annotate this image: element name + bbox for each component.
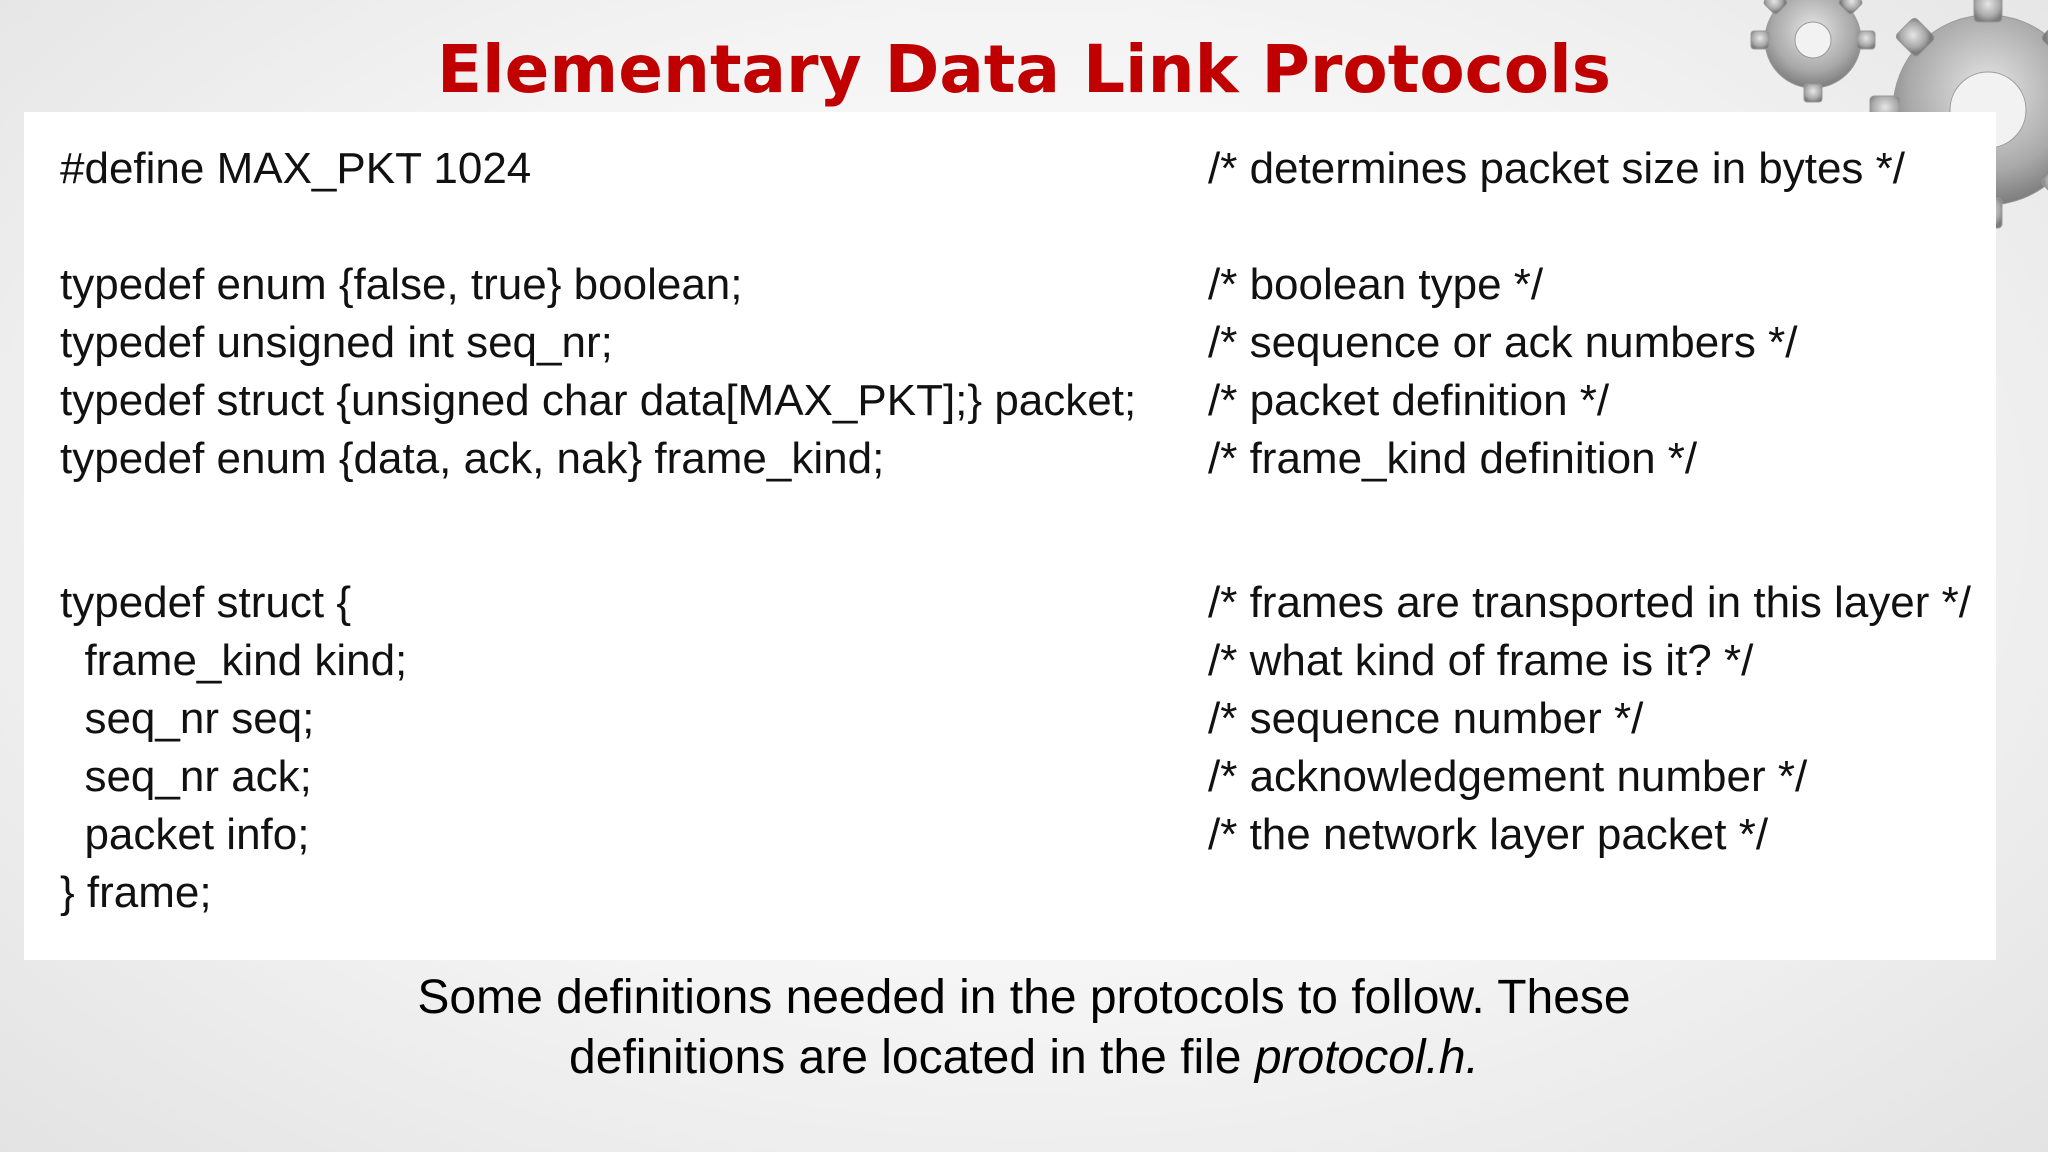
slide-title: Elementary Data Link Protocols	[436, 31, 1612, 108]
code-comment: /* determines packet size in bytes */	[1208, 144, 1905, 193]
code-comment: /* packet definition */	[1208, 376, 1610, 425]
caption-filename: protocol.h.	[1254, 1031, 1479, 1084]
code-comment: /* boolean type */	[1208, 260, 1544, 309]
code-line	[60, 748, 1960, 806]
code-text: frame_kind kind;	[60, 636, 408, 685]
code-comment: /* frames are transported in this layer */	[1208, 578, 1971, 627]
code-comment: /* frame_kind definition */	[1208, 434, 1698, 483]
code-comment: /* sequence number */	[1208, 694, 1644, 743]
code-panel	[24, 112, 1996, 960]
code-line	[60, 864, 1960, 922]
code-text: packet info;	[60, 810, 310, 859]
code-block	[60, 140, 1971, 922]
code-text: seq_nr seq;	[60, 694, 315, 743]
code-line	[60, 430, 1960, 488]
code-line	[60, 632, 1960, 690]
code-text: typedef struct {unsigned char data[MAX_PKT];} packet;	[60, 376, 1137, 425]
code-text: seq_nr ack;	[60, 752, 312, 801]
caption-line-2	[0, 1028, 2048, 1088]
code-line	[60, 690, 1960, 748]
code-line	[60, 314, 1960, 372]
code-comment: /* the network layer packet */	[1208, 810, 1769, 859]
code-text: typedef enum {data, ack, nak} frame_kind;	[60, 434, 885, 483]
code-comment: /* what kind of frame is it? */	[1208, 636, 1754, 685]
caption-line-1: Some definitions needed in the protocols to follow. These	[417, 971, 1631, 1024]
code-line	[60, 256, 1960, 314]
code-text: typedef struct {	[60, 578, 352, 627]
code-text: typedef unsigned int seq_nr;	[60, 318, 613, 367]
code-line	[60, 806, 1960, 864]
code-text: typedef enum {false, true} boolean;	[60, 260, 743, 309]
code-line	[60, 574, 1971, 632]
code-text: #define MAX_PKT 1024	[60, 144, 532, 193]
code-line	[60, 372, 1960, 430]
code-comment: /* acknowledgement number */	[1208, 752, 1808, 801]
code-comment: /* sequence or ack numbers */	[1208, 318, 1798, 367]
caption-line-2-text: definitions are located in the file	[569, 1031, 1255, 1084]
code-line	[60, 140, 1960, 198]
code-line-blank	[60, 488, 1960, 574]
code-text: } frame;	[60, 868, 212, 917]
code-line-blank	[60, 198, 1960, 256]
slide-caption	[0, 968, 2048, 1088]
